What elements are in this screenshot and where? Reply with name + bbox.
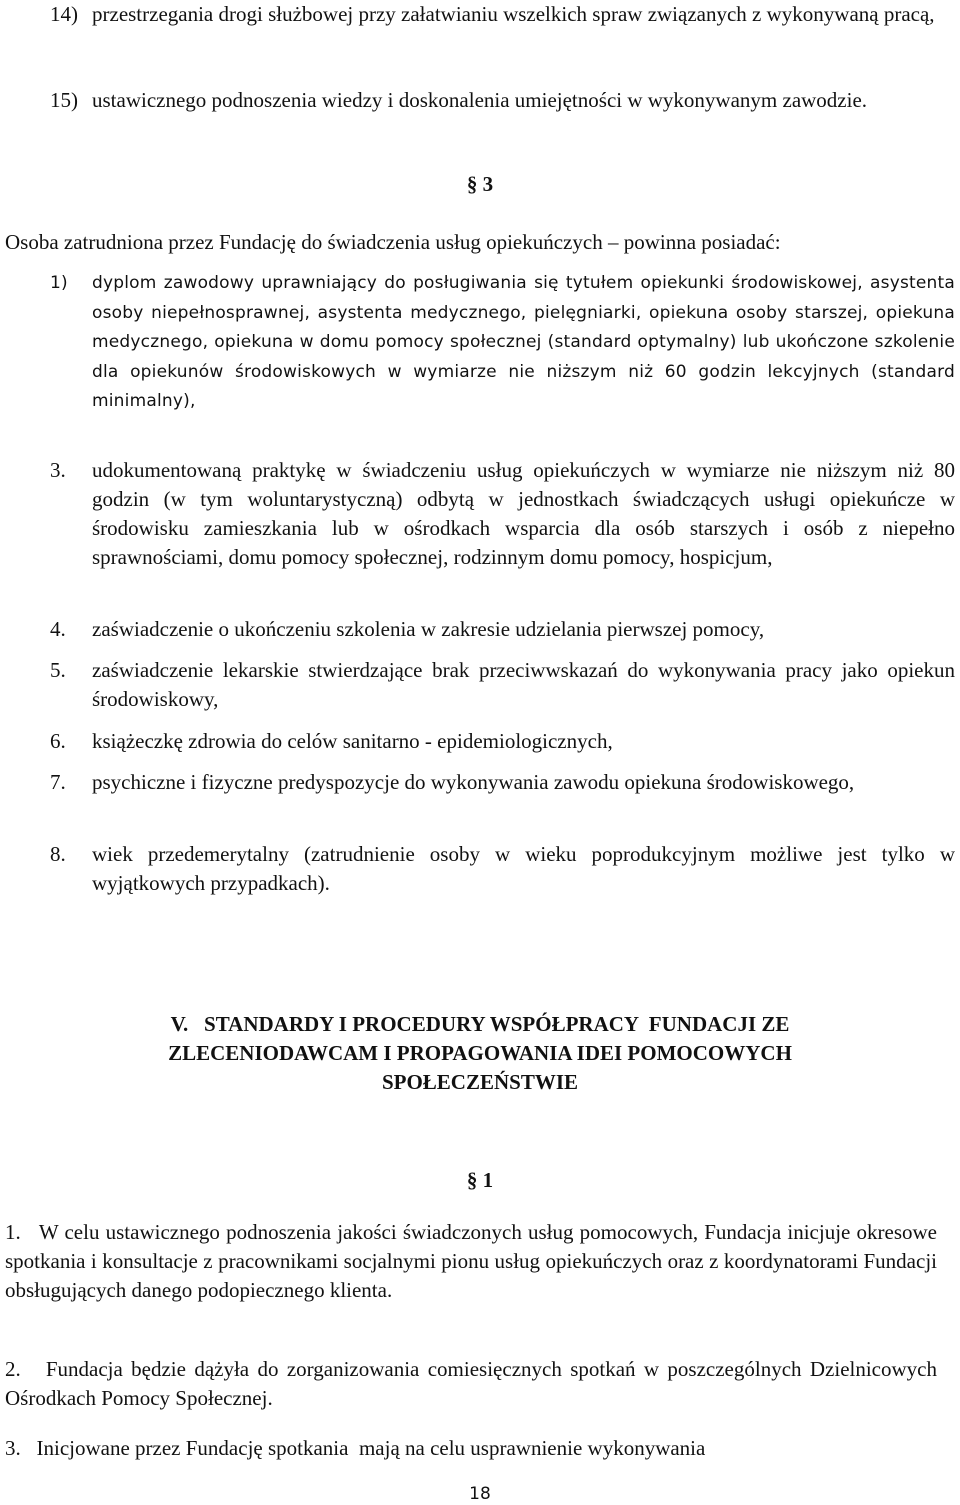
requirement-item-1 bbox=[50, 269, 955, 449]
list-item-text: zaświadczenie o ukończeniu szkolenia w zakresie udzielania pierwszej pomocy, bbox=[92, 617, 765, 641]
requirement-item-6 bbox=[50, 727, 955, 757]
list-item-text: przestrzegania drogi służbowej przy załatwianiu wszelkich spraw związanych z wykonywaną pracą, bbox=[92, 2, 935, 26]
requirement-item-7 bbox=[50, 768, 955, 826]
paragraph-3: 3. Inicjowane przez Fundację spotkania mają na celu usprawnienie wykonywania bbox=[5, 1436, 706, 1460]
list-item-number: 1) bbox=[50, 273, 68, 293]
list-item-text: psychiczne i fizyczne predyspozycje do wykonywania zawodu opiekuna środowiskowego, bbox=[92, 770, 855, 794]
section-marker-3: § 3 bbox=[466, 172, 494, 196]
paragraph-2: 2. Fundacja będzie dążyła do zorganizowania comiesięcznych spotkań w poszczególnych Dzielnicowych Ośrodkach Pomocy Społecznej. bbox=[5, 1357, 943, 1410]
list-item-text: ustawicznego podnoszenia wiedzy i doskonalenia umiejętności w wykonywanym zawodzie. bbox=[92, 88, 868, 112]
requirement-item-4 bbox=[50, 615, 955, 645]
chapter-heading bbox=[40, 1010, 920, 1097]
list-item-15 bbox=[50, 86, 955, 144]
intro-paragraph: Osoba zatrudniona przez Fundację do świadczenia usług opiekuńczych – powinna posiadać: bbox=[5, 230, 781, 254]
requirement-item-5 bbox=[50, 656, 955, 714]
page-number: 18 bbox=[469, 1484, 491, 1504]
list-item-number: 8. bbox=[50, 842, 66, 866]
section-marker-1: § 1 bbox=[466, 1168, 494, 1192]
requirement-item-8 bbox=[50, 840, 955, 898]
chapter-heading-line-2: ZLECENIODAWCAM I PROPAGOWANIA IDEI POMOCOWYCH bbox=[168, 1041, 792, 1065]
list-item-number: 4. bbox=[50, 617, 66, 641]
list-item-number: 5. bbox=[50, 658, 66, 682]
list-item-number: 14) bbox=[50, 2, 78, 26]
list-item-number: 3. bbox=[50, 458, 66, 482]
list-item-text: zaświadczenie lekarskie stwierdzające brak przeciwwskazań do wykonywania pracy jako opiekun środowiskowy, bbox=[92, 658, 955, 711]
paragraph-1: 1. W celu ustawicznego podnoszenia jakości świadczonych usług pomocowych, Fundacja inicjuje okresowe spotkania i konsultacje z pracownikami socjalnymi pionu usług opiekuńczych oraz z koordynatorami Fundacji obsługujących danego podopiecznego klienta. bbox=[5, 1220, 943, 1302]
chapter-heading-line-3: SPOŁECZEŃSTWIE bbox=[381, 1070, 579, 1094]
list-item-14 bbox=[50, 0, 955, 58]
chapter-heading-line-1: V. STANDARDY I PROCEDURY WSPÓŁPRACY FUNDACJI ZE bbox=[170, 1012, 790, 1036]
list-item-number: 7. bbox=[50, 770, 66, 794]
list-item-text: książeczkę zdrowia do celów sanitarno - epidemiologicznych, bbox=[92, 729, 613, 753]
list-item-text: udokumentowaną praktykę w świadczeniu usług opiekuńczych w wymiarze nie niższym niż 80 godzin (w tym woluntarystyczną) odbytą w jednostkach świadczących usługi opiekuńcze w środowisku zamieszkania lub w ośrodkach wsparcia dla osób starszych i osób z niepełno sprawnościami, domu pomocy społecznej, rodzinnym domu pomocy, hospicjum, bbox=[92, 458, 955, 569]
list-item-text: dyplom zawodowy uprawniający do posługiwania się tytułem opiekunki środowiskowej, asystenta osoby niepełnosprawnej, asystenta medycznego, pielęgniarki, opiekuna osoby starszej, opiekuna medycznego, opiekuna w domu pomocy społecznej (standard optymalny) lub ukończone szkolenie dla opiekunów środowiskowych w wymiarze nie niższym niż 60 godzin lekcyjnych (standard minimalny), bbox=[92, 273, 955, 411]
list-item-text: wiek przedemerytalny (zatrudnienie osoby w wieku poprodukcyjnym możliwe jest tylko w wyjątkowych przypadkach). bbox=[92, 842, 955, 895]
list-item-number: 15) bbox=[50, 88, 78, 112]
list-item-number: 6. bbox=[50, 729, 66, 753]
requirement-item-3 bbox=[50, 456, 955, 606]
